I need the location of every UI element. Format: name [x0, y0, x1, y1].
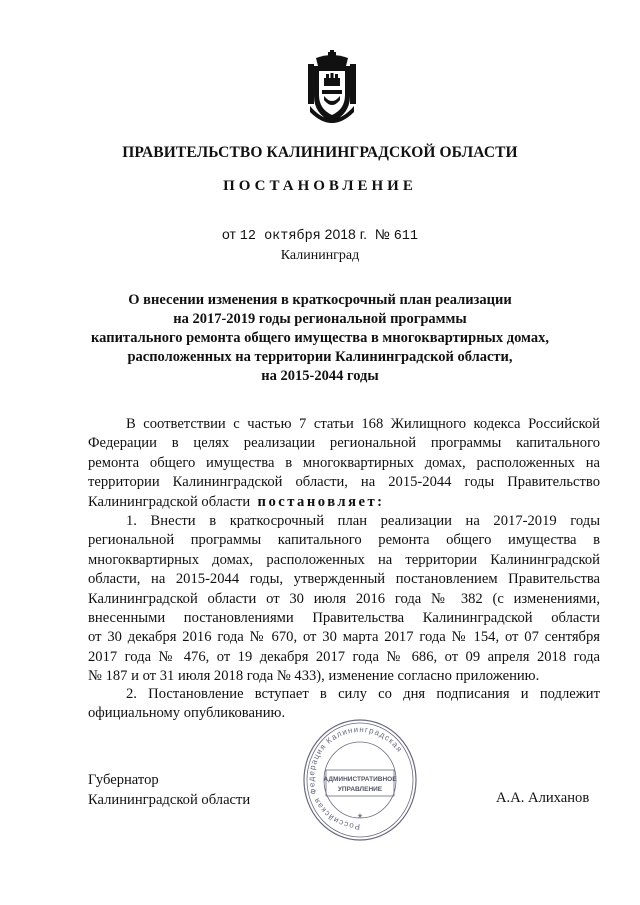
- preamble-line: территории Калининградской области, на 2015-2044 годы Правительство: [88, 474, 600, 491]
- number-sign: №: [374, 226, 390, 242]
- date-value: 12 октября: [239, 229, 321, 244]
- date-prefix: от: [221, 226, 236, 242]
- title-line: расположенных на территории Калининградской области,: [127, 349, 513, 365]
- item-1-paragraph: [88, 512, 600, 687]
- title-line: капитального ремонта общего имущества в многоквартирных домах,: [91, 330, 549, 346]
- item-1-line: области, на 2015-2044 годы, утвержденный постановлением Правительства: [88, 571, 600, 588]
- item-1-line: от 30 декабря 2016 года № 670, от 30 марта 2017 года № 154, от 07 сентября: [88, 629, 600, 646]
- date-number-line: [0, 226, 640, 244]
- item-1-line: внесенными постановлениями Правительства Калининградской области: [88, 610, 600, 627]
- document-number: 611: [393, 229, 419, 244]
- date-year: 2018 г.: [324, 226, 367, 242]
- seal-center-line1: АДМИНИСТРАТИВНОЕ: [323, 776, 397, 783]
- item-1-line: 1. Внести в краткосрочный план реализации на 2017-2019 годы: [126, 513, 600, 529]
- government-name: ПРАВИТЕЛЬСТВО КАЛИНИНГРАДСКОЙ ОБЛАСТИ: [122, 144, 518, 161]
- seal-star: *: [357, 811, 363, 825]
- title-line: на 2017-2019 годы региональной программы: [173, 311, 467, 327]
- preamble-line: В соответствии с частью 7 статьи 168 Жилищного кодекса Российской: [126, 416, 600, 432]
- position-line: Калининградской области: [88, 791, 251, 808]
- seal-center-line2: УПРАВЛЕНИЕ: [337, 786, 383, 793]
- title-line: на 2015-2044 годы: [261, 368, 379, 384]
- item-2-line: официальному опубликованию.: [88, 705, 286, 722]
- signatory-name: А.А. Алиханов: [496, 790, 590, 806]
- item-2-line: 2. Постановление вступает в силу со дня подписания и подлежит: [126, 686, 600, 702]
- signatory-position: [88, 771, 250, 810]
- item-1-line: Калининградской области от 30 июля 2016 года № 382 (с изменениями,: [88, 590, 600, 607]
- item-1-line: региональной программы капитального ремонта общего имущества в: [88, 532, 600, 549]
- position-line: Губернатор: [88, 772, 159, 788]
- preamble-line: Федерации в целях реализации региональной программы капитального: [88, 435, 600, 452]
- official-seal-icon: [300, 716, 420, 846]
- item-1-line: № 187 и от 31 июля 2018 года № 433), изменение согласно приложению.: [88, 668, 540, 685]
- title-line: О внесении изменения в краткосрочный план реализации: [128, 292, 512, 308]
- item-1-line: многоквартирных домах, расположенных на территории Калининградской: [88, 551, 600, 568]
- document-title: [90, 291, 550, 386]
- preamble-paragraph: [88, 415, 600, 512]
- document-type: ПОСТАНОВЛЕНИЕ: [223, 178, 417, 194]
- preamble-last-text: Калининградской области: [88, 493, 251, 510]
- resolves-word: постановляет:: [257, 493, 385, 510]
- preamble-line: [88, 493, 600, 512]
- item-1-line: 2017 года № 476, от 19 декабря 2017 года № 686, от 09 апреля 2018 года: [88, 648, 600, 665]
- city-name: Калининград: [280, 248, 360, 263]
- seal-ring-text: Российская Федерация Калининградская: [306, 724, 405, 832]
- preamble-line: ремонта общего имущества в многоквартирных домах, расположенных на: [88, 454, 600, 471]
- coat-of-arms-icon: [306, 50, 358, 128]
